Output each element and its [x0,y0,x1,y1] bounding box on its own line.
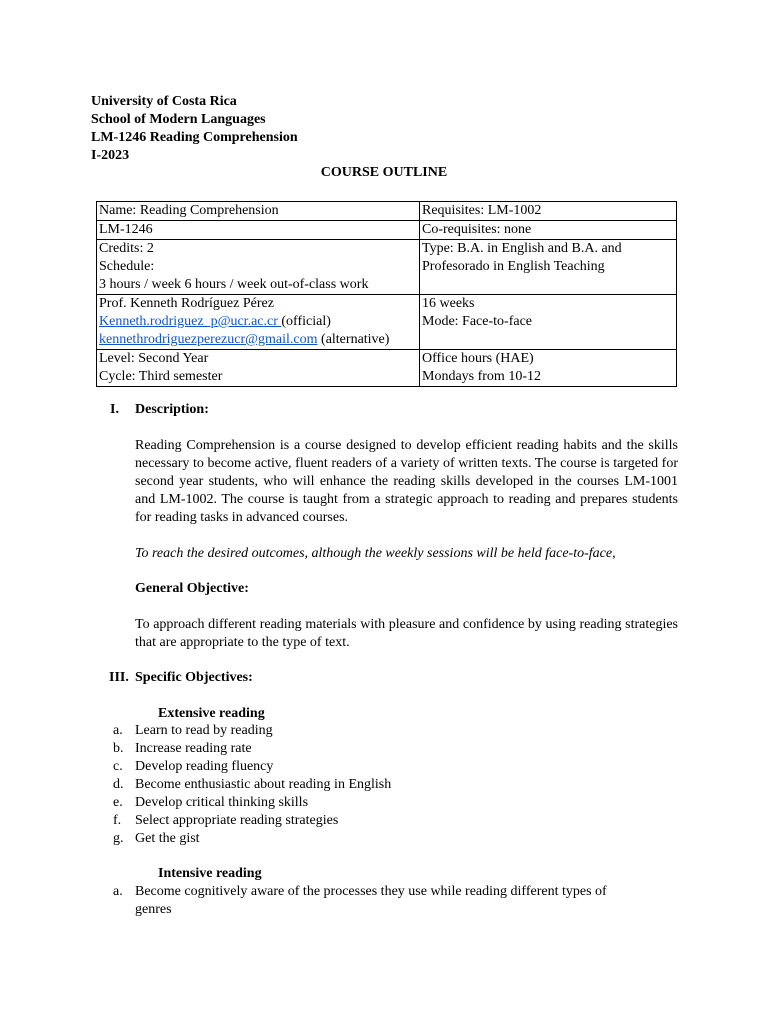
mode: Mode: Face-to-face [422,314,532,329]
duration-mode-cell [420,295,677,350]
table-row [97,350,677,387]
list-item-letter: e. [113,795,123,810]
alternative-email-line [99,331,417,349]
description-heading [110,401,209,419]
weeks: 16 weeks [422,296,475,311]
table-row [97,221,677,240]
course-info-table [96,201,677,387]
corequisites-cell: Co-requisites: none [420,221,677,240]
table-row [97,295,677,350]
list-item-letter: a. [113,723,123,738]
list-item-letter: d. [113,777,124,792]
general-objective-body: To approach different reading materials with pleasure and confidence by using reading strategies that are appropriate to the type of text. [135,617,678,650]
list-item: Develop reading fluency [135,759,274,774]
table-row [97,202,677,221]
requisites-cell: Requisites: LM-1002 [420,202,677,221]
general-objective-heading: General Objective: [135,581,249,596]
type-cell [420,240,677,295]
schedule: 3 hours / week 6 hours / week out-of-class work [99,277,369,292]
course-name-cell: Name: Reading Comprehension [97,202,420,221]
section-title: Description: [135,402,209,417]
term: I-2023 [91,148,130,163]
course-name: LM-1246 Reading Comprehension [91,130,298,145]
university-name: University of Costa Rica [91,94,237,109]
type-line-2: Profesorado in English Teaching [422,259,605,274]
list-item: Become cognitively aware of the processes they use while reading different types of [135,884,607,899]
list-item: Become enthusiastic about reading in English [135,777,392,792]
official-email-line [99,313,417,331]
professor-name: Prof. Kenneth Rodríguez Pérez [99,296,274,311]
page-title: COURSE OUTLINE [320,165,448,180]
section-title: Specific Objectives: [135,670,253,685]
specific-objectives-heading [109,669,253,687]
official-email-note: (official) [281,314,331,329]
office-hours-cell [420,350,677,387]
official-email-link[interactable]: Kenneth.rodriguez_p@ucr.ac.cr [99,314,282,329]
intensive-reading-heading: Intensive reading [158,866,262,881]
section-number: I. [110,402,119,417]
list-item: Select appropriate reading strategies [135,813,339,828]
list-item: Get the gist [135,831,200,846]
office-hours-time: Mondays from 10-12 [422,369,541,384]
list-item: Develop critical thinking skills [135,795,309,810]
list-item-continuation: genres [135,902,172,917]
table-row [97,240,677,295]
credits-schedule-cell [97,240,420,295]
description-italic-note: To reach the desired outcomes, although the weekly sessions will be held face-to-face, [135,546,616,561]
cycle: Cycle: Third semester [99,369,223,384]
alternative-email-note: (alternative) [317,332,390,347]
schedule-label: Schedule: [99,259,155,274]
list-item: Learn to read by reading [135,723,273,738]
professor-cell [97,295,420,350]
list-item-letter: f. [113,813,122,828]
course-code-cell: LM-1246 [97,221,420,240]
list-item-letter: b. [113,741,124,756]
list-item: Increase reading rate [135,741,252,756]
list-item-letter: c. [113,759,123,774]
alternative-email-link[interactable]: kennethrodriguezperezucr@gmail.com [99,332,318,347]
description-body: Reading Comprehension is a course designed to develop efficient reading habits and the skills necessary to become active, fluent readers of a variety of written texts. The course is targeted for second year students, who will enhance the reading skills developed in the courses LM-1001 and LM-1002. The course is taught from a strategic approach to reading and prepares students for reading tasks in advanced courses. [135,438,678,525]
level-cycle-cell [97,350,420,387]
type-line-1: Type: B.A. in English and B.A. and [422,241,622,256]
section-number: III. [109,670,129,685]
list-item-letter: a. [113,884,123,899]
office-hours: Office hours (HAE) [422,351,534,366]
list-item-letter: g. [113,831,124,846]
credits: Credits: 2 [99,241,154,256]
school-name: School of Modern Languages [91,112,266,127]
extensive-reading-heading: Extensive reading [158,706,265,721]
level: Level: Second Year [99,351,209,366]
